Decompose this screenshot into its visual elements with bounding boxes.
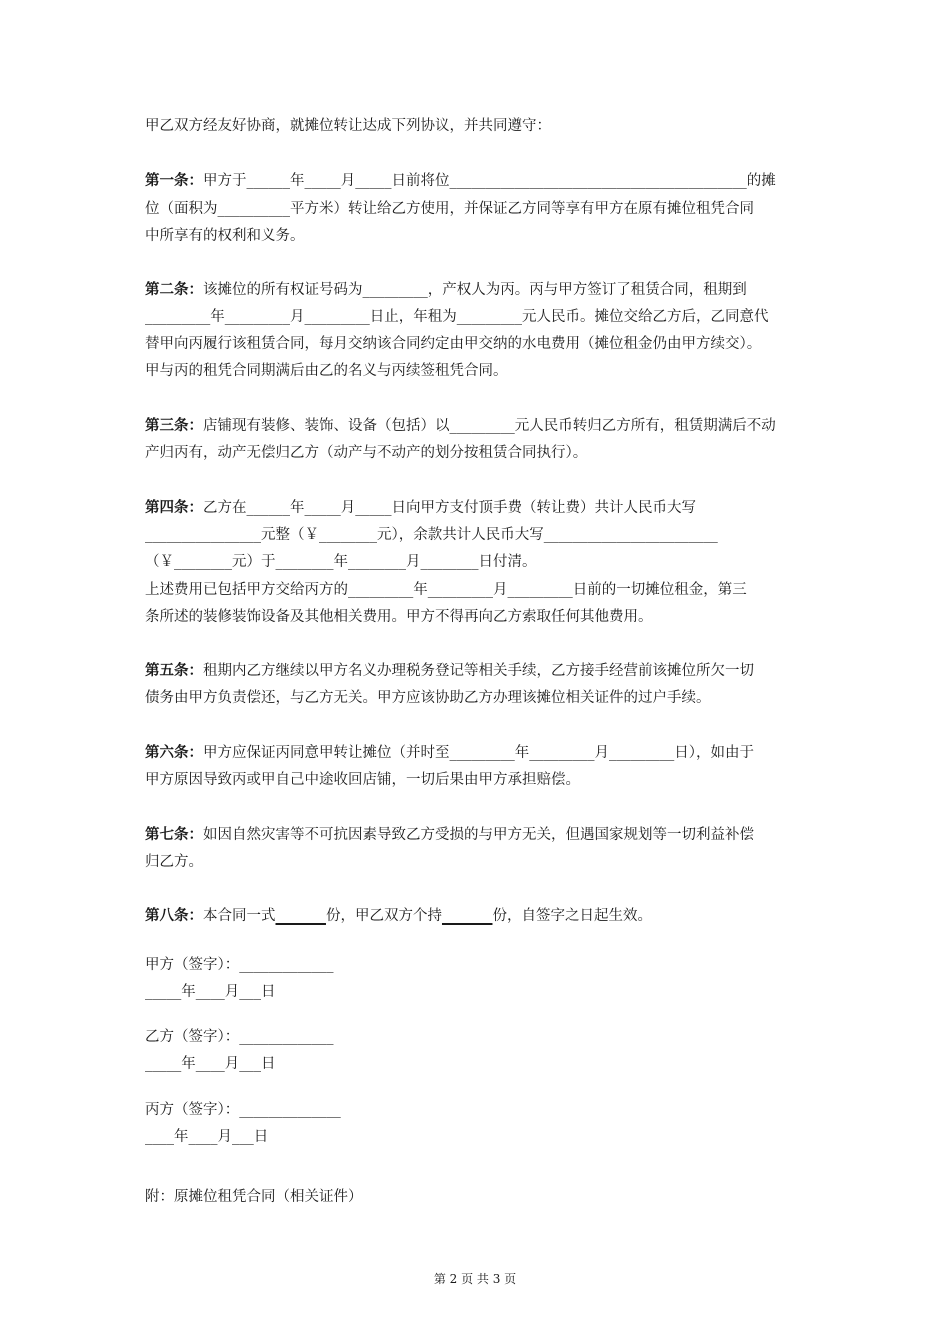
party-a-signature: 甲方（签字）：_____________: [145, 957, 334, 973]
intro-text: 甲乙双方经友好协商，就摊位转让达成下列协议，并共同遵守：: [145, 118, 551, 134]
article-4-label: 第四条：: [145, 500, 203, 516]
article-7-line-1: [145, 825, 754, 845]
article-5-line-1: [145, 661, 754, 681]
attachment-note: 附：原摊位租凭合同（相关证件）: [145, 1189, 363, 1205]
article-8-label: 第八条：: [145, 908, 203, 924]
article-2-label: 第二条：: [145, 282, 203, 298]
article-2-line-3: 替甲向丙履行该租赁合同，每月交纳该合同约定由甲交纳的水电费用（摊位租金仍由甲方续交）。: [145, 336, 762, 352]
article-1-line-3: 中所享有的权利和义务。: [145, 228, 305, 244]
article-2-text: 该摊位的所有权证号码为_________，产权人为丙。丙与甲方签订了租赁合同，租期到: [203, 282, 747, 298]
article-6-label: 第六条：: [145, 745, 203, 761]
article-7-text: 如因自然灾害等不可抗因素导致乙方受损的与甲方无关，但遇国家规划等一切利益补偿: [203, 827, 754, 843]
article-8-line: [145, 906, 652, 926]
article-4-line-4: 上述费用已包括甲方交给丙方的_________年_________月_________日前的一切摊位租金，第三: [145, 582, 747, 598]
article-4-text: 乙方在______年_____月_____日向甲方支付顶手费（转让费）共计人民币大写: [203, 500, 696, 516]
article-5-line-2: 债务由甲方负责偿还，与乙方无关。甲方应该协助乙方办理该摊位相关证件的过户手续。: [145, 690, 711, 706]
article-5-label: 第五条：: [145, 663, 203, 679]
article-3-text: 店铺现有装修、装饰、设备（包括）以_________元人民币转归乙方所有，租赁期满后不动: [203, 418, 776, 434]
article-3-line-1: [145, 416, 776, 436]
article-1-label: 第一条：: [145, 173, 203, 189]
party-b-signature: 乙方（签字）：_____________: [145, 1029, 334, 1045]
party-c-date: ____年____月___日: [145, 1129, 269, 1145]
article-2-line-1: [145, 280, 747, 300]
article-7-line-2: 归乙方。: [145, 854, 203, 870]
party-c-signature: 丙方（签字）：______________: [145, 1102, 341, 1118]
article-6-line-1: [145, 743, 754, 763]
party-b-date: _____年____月___日: [145, 1056, 276, 1072]
article-4-line-3: （￥________元）于________年________月________日付清。: [145, 554, 537, 570]
article-4-line-5: 条所述的装修装饰设备及其他相关费用。甲方不得再向乙方索取任何其他费用。: [145, 609, 653, 625]
article-6-line-2: 甲方原因导致丙或甲自己中途收回店铺，一切后果由甲方承担赔偿。: [145, 772, 580, 788]
article-2-line-2: _________年_________月_________日止，年租为_________元人民币。摊位交给乙方后，乙同意代: [145, 309, 769, 325]
article-8-text-2: 份，甲乙双方个持: [325, 908, 442, 924]
article-7-label: 第七条：: [145, 827, 203, 843]
article-8-text-3: 份，自签字之日起生效。: [492, 908, 652, 924]
article-1-line-2: 位（面积为__________平方米）转让给乙方使用，并保证乙方同等享有甲方在原有摊位租凭合同: [145, 201, 754, 217]
article-1-text: 甲方于______年_____月_____日前将位_________________________________________的摊: [203, 173, 776, 189]
article-3-label: 第三条：: [145, 418, 203, 434]
copies-each-blank: [442, 907, 492, 924]
article-4-line-2: ________________元整（￥________元），余款共计人民币大写________________________: [145, 527, 718, 543]
article-4-line-1: [145, 498, 696, 518]
article-6-text: 甲方应保证丙同意甲转让摊位（并时至_________年_________月_________日），如由于: [203, 745, 754, 761]
page-footer: 第 2 页 共 3 页: [433, 1272, 517, 1286]
article-3-line-2: 产归丙有，动产无偿归乙方（动产与不动产的划分按租赁合同执行）。: [145, 445, 588, 461]
article-2-line-4: 甲与丙的租凭合同期满后由乙的名义与丙续签租凭合同。: [145, 363, 508, 379]
copies-total-blank: [276, 907, 326, 924]
party-a-date: _____年____月___日: [145, 984, 276, 1000]
article-1-line-1: [145, 171, 776, 191]
article-5-text: 租期内乙方继续以甲方名义办理税务登记等相关手续，乙方接手经营前该摊位所欠一切: [203, 663, 754, 679]
article-8-text-1: 本合同一式: [203, 908, 276, 924]
